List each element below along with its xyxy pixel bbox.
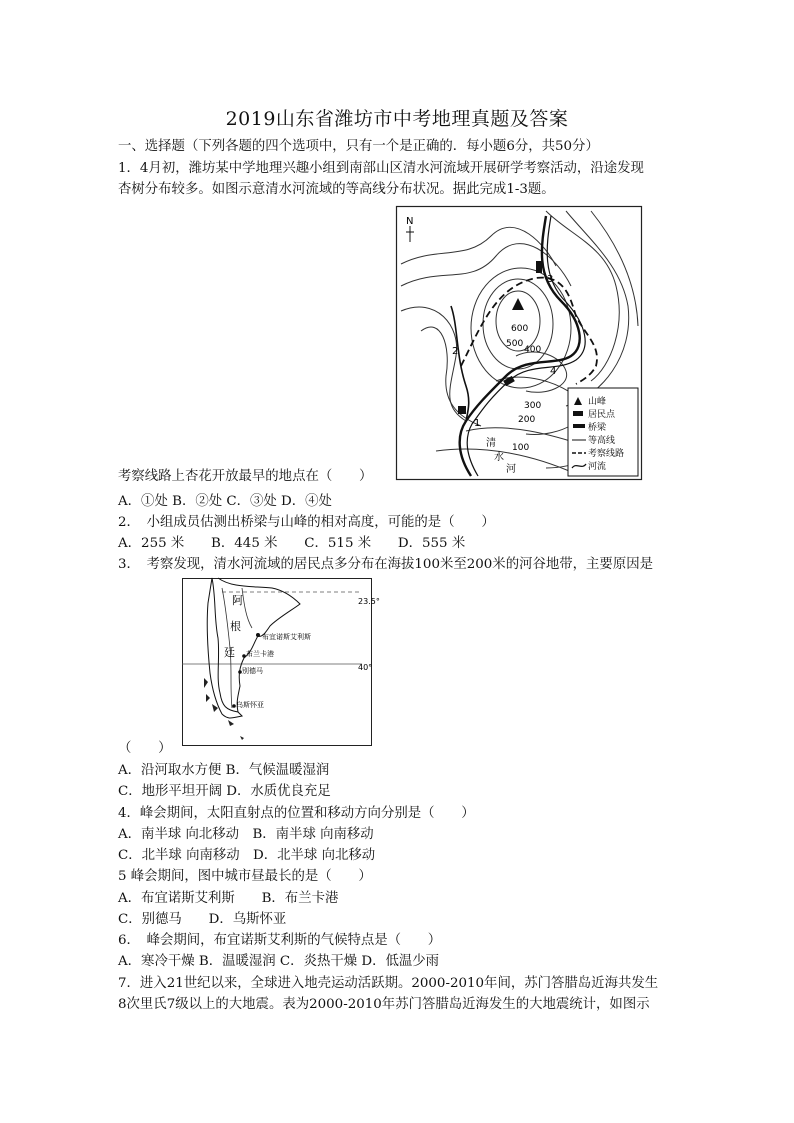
q2-stem: 2． 小组成员估测出桥梁与山峰的相对高度，可能的是（ ） — [118, 515, 495, 530]
lat-label-40: 40° — [358, 663, 373, 672]
north-label: N — [406, 216, 414, 227]
q5-options-line2: C．别德马 D．乌斯怀亚 — [118, 912, 287, 927]
elev-400: 400 — [524, 345, 542, 355]
legend-river: 河流 — [588, 462, 607, 472]
q4-options-line1: A．南半球 向北移动 B．南半球 向南移动 — [118, 827, 374, 842]
city-bahia-blanca: 布兰卡港 — [246, 650, 274, 658]
country-char-1: 阿 — [232, 594, 243, 607]
point-label-2: 2 — [452, 346, 459, 357]
lat-label-23-5: 23.5° — [358, 597, 380, 606]
city-viedma: 别德马 — [242, 667, 263, 675]
river-name-1: 清 — [486, 438, 496, 449]
legend-settlement-icon — [573, 411, 583, 416]
q5-options-line1: A．布宜诺斯艾利斯 B．布兰卡港 — [118, 891, 339, 906]
q3-stem: 3． 考察发现，清水河流域的居民点多分布在海拔100米至200米的河谷地带，主要原因是 — [118, 557, 653, 572]
legend-peak: 山峰 — [588, 397, 607, 407]
q1-options: A．①处 B．②处 C．③处 D．④处 — [118, 494, 332, 509]
q6-options: A．寒冷干燥 B．温暖湿润 C．炎热干燥 D．低温少雨 — [118, 954, 440, 969]
city-dot-buenos-aires — [256, 633, 260, 637]
point-label-3: 3 — [547, 274, 554, 285]
river-name-2: 水 — [494, 452, 504, 463]
q1-intro-line2: 杏树分布较多。如图示意清水河流域的等高线分布状况。据此完成1-3题。 — [118, 182, 555, 197]
q1-intro-line1: 1．4月初，潍坊某中学地理兴趣小组到南部山区清水河流域开展研学考察活动，沿途发现 — [118, 161, 644, 176]
argentina-map-figure — [182, 578, 380, 746]
point-label-1: 1 — [474, 418, 481, 429]
legend-route: 考察线路 — [588, 449, 625, 459]
q1-stem: 考察线路上杏花开放最早的地点在（ ） — [118, 469, 373, 484]
page-title: 2019山东省潍坊市中考地理真题及答案 — [225, 108, 569, 130]
q5-stem: 5 峰会期间，图中城市昼最长的是（ ） — [118, 869, 372, 884]
country-char-2: 根 — [230, 620, 241, 633]
river-name-3: 河 — [506, 464, 516, 475]
contour-map-figure — [396, 206, 642, 480]
q2-options: A．255 米 B．445 米 C．515 米 D．555 米 — [118, 536, 466, 551]
elev-500: 500 — [506, 339, 524, 349]
q3-options-line1: A．沿河取水方便 B．气候温暖湿润 — [118, 763, 330, 778]
q7-line1: 7．进入21世纪以来，全球进入地壳运动活跃期。2000-2010年间，苏门答腊岛近海共发生 — [118, 976, 659, 991]
legend-bridge: 桥梁 — [588, 423, 607, 433]
map-legend — [568, 388, 638, 476]
elev-300: 300 — [524, 401, 542, 411]
legend-contour: 等高线 — [588, 436, 616, 446]
city-buenos-aires: 布宜诺斯艾利斯 — [262, 633, 311, 641]
city-ushuaia: 乌斯怀亚 — [236, 701, 264, 709]
q4-stem: 4．峰会期间，太阳直射点的位置和移动方向分别是（ ） — [118, 806, 475, 821]
legend-bridge-icon — [573, 424, 585, 428]
q7-line2: 8次里氏7级以上的大地震。表为2000-2010年苏门答腊岛近海发生的大地震统计，如图示 — [118, 997, 650, 1012]
elev-100: 100 — [512, 443, 530, 453]
legend-settlement: 居民点 — [588, 410, 616, 420]
section-heading: 一、选择题（下列各题的四个选项中，只有一个是正确的．每小题6分，共50分） — [118, 139, 599, 154]
elev-600: 600 — [511, 324, 529, 334]
country-char-3: 廷 — [224, 646, 235, 659]
q6-stem: 6． 峰会期间，布宜诺斯艾利斯的气候特点是（ ） — [118, 933, 442, 948]
q3-answer-paren: （ ） — [118, 741, 172, 756]
q3-options-line2: C．地形平坦开阔 D．水质优良充足 — [118, 784, 331, 799]
elev-200: 200 — [518, 415, 536, 425]
point-label-4: 4 — [550, 366, 557, 377]
q4-options-line2: C．北半球 向南移动 D．北半球 向北移动 — [118, 848, 376, 863]
